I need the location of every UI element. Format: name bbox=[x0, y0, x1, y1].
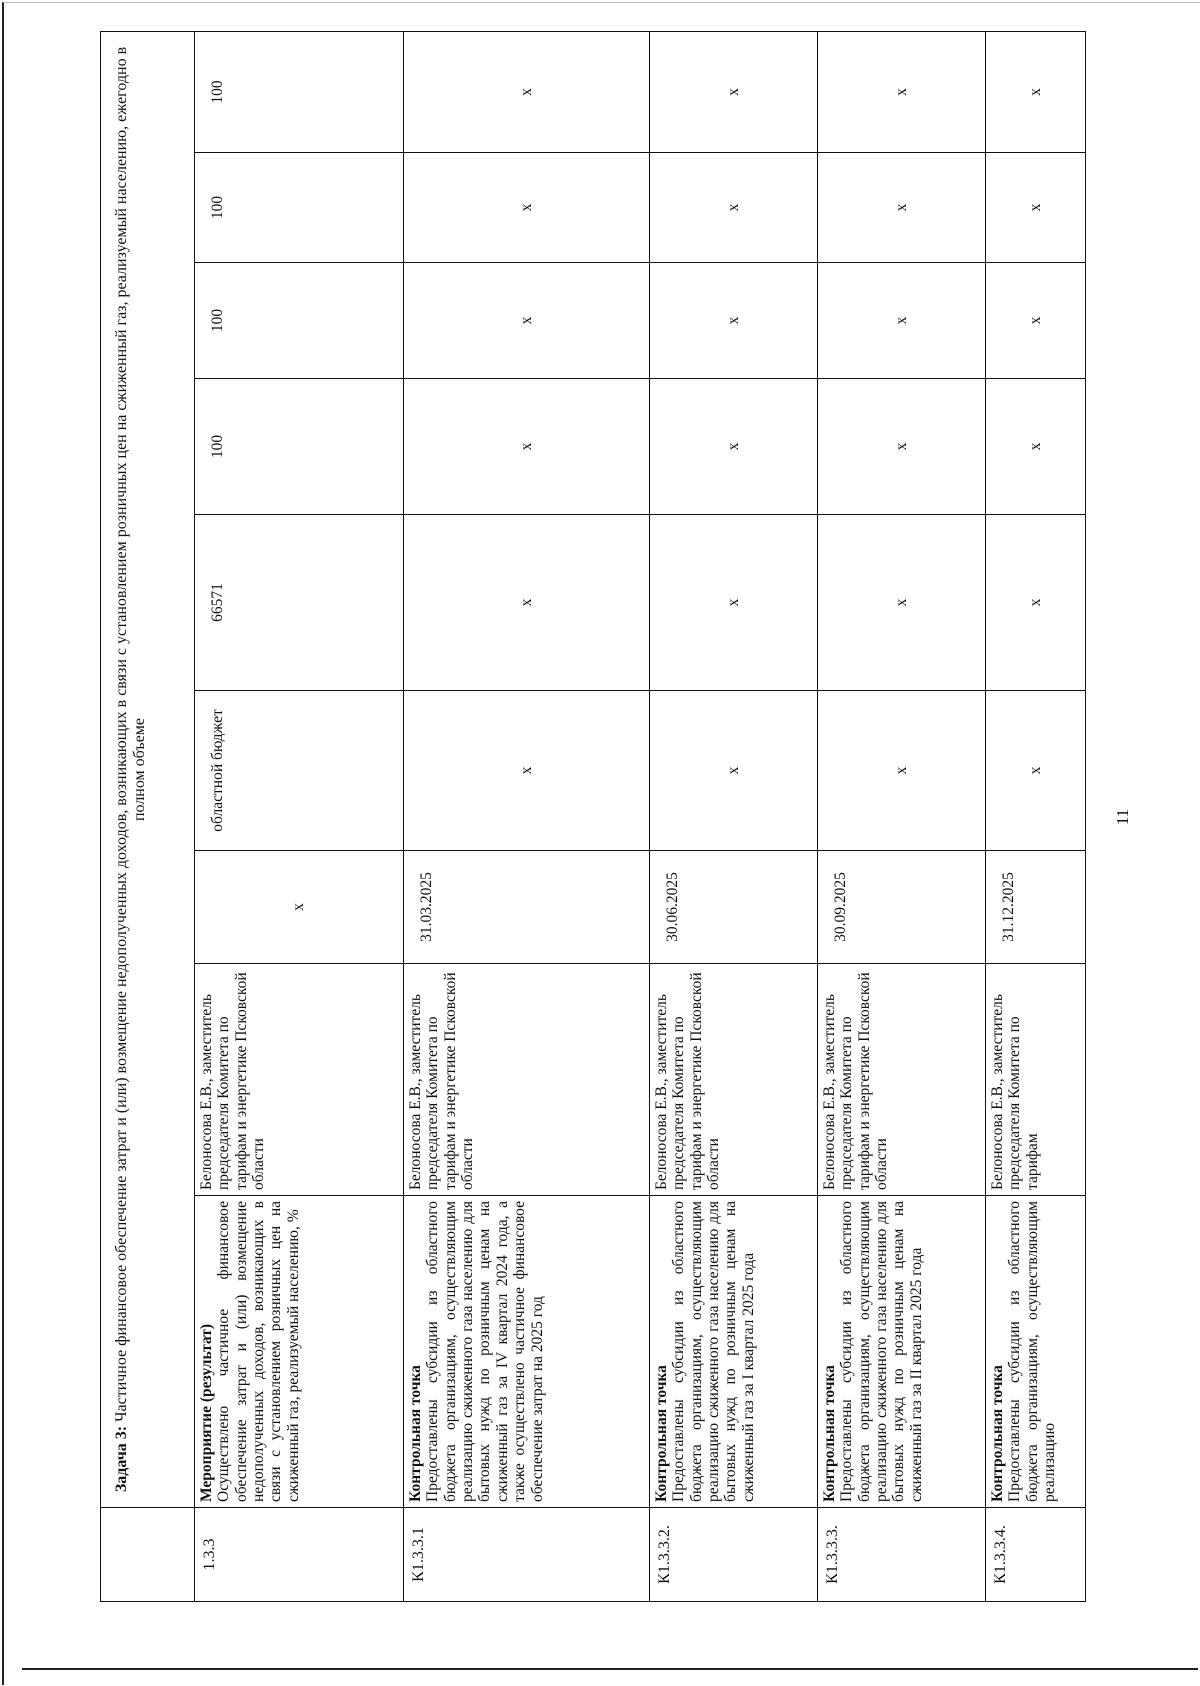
row-responsible bbox=[818, 964, 986, 1196]
task-heading bbox=[101, 31, 195, 1507]
row-value-1 bbox=[818, 379, 986, 515]
row-description-text: Предоставлены субсидии из областного бюджета организациям, осуществляющим реализацию сжиженного газа населению для бытовых нужд по розничным ценам на сжиженный газ за IV квартал 2024 года, а также осуществлено частичное финансовое обеспечение затрат на 2025 год bbox=[424, 1201, 546, 1502]
row-value-3 bbox=[650, 153, 818, 263]
row-source-text: x bbox=[724, 766, 742, 775]
row-value-text: 100 bbox=[209, 434, 226, 459]
row-date bbox=[195, 851, 404, 964]
row-amount-text: x bbox=[892, 598, 910, 607]
row-responsible bbox=[195, 964, 404, 1196]
row-description-text: Предоставлены субсидии из областного бюджета организациям, осуществляющим реализацию bbox=[1006, 1201, 1059, 1502]
row-value-text: x bbox=[724, 88, 742, 96]
row-value-2 bbox=[986, 263, 1086, 379]
row-value-2 bbox=[818, 263, 986, 379]
row-source-text: x bbox=[517, 766, 535, 775]
row-date-text: 31.12.2025 bbox=[1000, 872, 1017, 942]
row-value-text: x bbox=[892, 203, 910, 212]
row-value-2 bbox=[195, 263, 404, 379]
row-value-text: x bbox=[1026, 316, 1044, 325]
row-title: Контрольная точка bbox=[407, 1365, 424, 1502]
row-value-text: 100 bbox=[209, 308, 226, 333]
row-value-text: x bbox=[1026, 442, 1044, 451]
task-text: Частичное финансовое обеспечение затрат и (или) возмещение недополученных доходов, возникающих в связи с установлением розничных цен на сжиженный газ, реализуемый населению, ежегодно в полном объеме bbox=[113, 46, 148, 1426]
row-value-text: x bbox=[892, 442, 910, 451]
row-value-1 bbox=[404, 379, 650, 515]
row-title: Контрольная точка bbox=[821, 1365, 838, 1502]
row-title: Контрольная точка bbox=[653, 1365, 670, 1502]
row-value-text: x bbox=[1026, 88, 1044, 96]
row-source bbox=[195, 691, 404, 851]
task-row bbox=[101, 31, 195, 1601]
plan-table bbox=[100, 31, 1086, 1602]
row-responsible-text: Белоносова Е.В., заместитель председателя Комитета по тарифам и энергетике Псковской области bbox=[821, 972, 891, 1190]
row-responsible-text: Белоносова Е.В., заместитель председателя Комитета по тарифам bbox=[989, 994, 1041, 1190]
row-value-4 bbox=[195, 31, 404, 152]
row-description-text: Предоставлены субсидии из областного бюджета организациям, осуществляющим реализацию сжиженного газа населению для бытовых нужд по розничным ценам на сжиженный газ за I квартал 2025 года bbox=[670, 1201, 757, 1502]
row-responsible bbox=[650, 964, 818, 1196]
row-amount bbox=[195, 515, 404, 691]
rotated-page bbox=[100, 32, 1132, 1602]
row-value-text: 100 bbox=[209, 195, 226, 220]
row-amount bbox=[404, 515, 650, 691]
task-empty-cell bbox=[101, 1508, 195, 1602]
scan-frame-edge bbox=[22, 1668, 1198, 1670]
row-responsible-text: Белоносова Е.В., заместитель председателя Комитета по тарифам и энергетике Псковской области bbox=[198, 972, 268, 1190]
row-value-3 bbox=[818, 153, 986, 263]
row-source-text: x bbox=[892, 766, 910, 775]
row-source-text: x bbox=[1026, 766, 1044, 775]
row-description bbox=[986, 1196, 1086, 1508]
row-value-text: x bbox=[1026, 203, 1044, 212]
row-description bbox=[650, 1196, 818, 1508]
row-code bbox=[818, 1508, 986, 1602]
row-description bbox=[404, 1196, 650, 1508]
page-number: 11 bbox=[1113, 808, 1132, 826]
row-responsible-text: Белоносова Е.В., заместитель председателя Комитета по тарифам и энергетике Псковской области bbox=[653, 972, 723, 1190]
row-amount bbox=[650, 515, 818, 691]
row-value-text: 100 bbox=[209, 80, 226, 104]
row-value-4 bbox=[818, 31, 986, 152]
row-value-1 bbox=[195, 379, 404, 515]
row-description bbox=[195, 1196, 404, 1508]
row-date-text: 31.03.2025 bbox=[418, 872, 435, 942]
row-date bbox=[818, 851, 986, 964]
row-value-3 bbox=[986, 153, 1086, 263]
row-code-text: 1.3.3 bbox=[201, 1538, 218, 1571]
row-value-text: x bbox=[892, 316, 910, 325]
row-value-3 bbox=[195, 153, 404, 263]
row-amount-text: x bbox=[724, 598, 742, 607]
row-code bbox=[986, 1508, 1086, 1602]
row-amount-text: x bbox=[1026, 598, 1044, 607]
row-code-text: К1.3.3.4. bbox=[992, 1525, 1009, 1584]
row-value-text: x bbox=[724, 442, 742, 451]
row-value-text: x bbox=[517, 203, 535, 212]
row-amount-text: 66571 bbox=[209, 583, 226, 622]
row-description-text: Предоставлены субсидии из областного бюджета организациям, осуществляющим реализацию сжиженного газа населению для бытовых нужд по розничным ценам на сжиженный газ за II квартал 2025 года bbox=[838, 1201, 925, 1502]
row-value-text: x bbox=[517, 316, 535, 325]
table-row bbox=[195, 31, 404, 1601]
row-amount bbox=[818, 515, 986, 691]
table-row bbox=[650, 31, 818, 1601]
row-description bbox=[818, 1196, 986, 1508]
row-value-3 bbox=[404, 153, 650, 263]
row-title: Мероприятие (результат) bbox=[198, 1323, 215, 1502]
row-date bbox=[650, 851, 818, 964]
row-value-1 bbox=[650, 379, 818, 515]
row-amount bbox=[986, 515, 1086, 691]
row-value-4 bbox=[986, 31, 1086, 152]
row-value-4 bbox=[650, 31, 818, 152]
table-row bbox=[404, 31, 650, 1601]
row-source-text: областной бюджет bbox=[209, 709, 226, 832]
row-code-text: К1.3.3.2. bbox=[656, 1525, 673, 1584]
row-source bbox=[818, 691, 986, 851]
row-date-text: 30.09.2025 bbox=[832, 872, 849, 942]
row-responsible-text: Белоносова Е.В., заместитель председателя Комитета по тарифам и энергетике Псковской области bbox=[407, 972, 477, 1190]
row-title: Контрольная точка bbox=[989, 1365, 1006, 1502]
table-row bbox=[986, 31, 1086, 1601]
row-value-2 bbox=[404, 263, 650, 379]
row-amount-text: x bbox=[517, 598, 535, 607]
row-value-2 bbox=[650, 263, 818, 379]
row-source bbox=[404, 691, 650, 851]
table-row bbox=[818, 31, 986, 1601]
row-value-text: x bbox=[724, 203, 742, 212]
row-code-text: К1.3.3.3. bbox=[824, 1525, 841, 1584]
row-code bbox=[650, 1508, 818, 1602]
row-source bbox=[650, 691, 818, 851]
row-value-1 bbox=[986, 379, 1086, 515]
row-date-text: x bbox=[290, 903, 308, 911]
row-value-text: x bbox=[517, 442, 535, 451]
row-responsible bbox=[404, 964, 650, 1196]
row-source bbox=[986, 691, 1086, 851]
row-code bbox=[195, 1508, 404, 1602]
row-value-text: x bbox=[517, 88, 535, 96]
task-label: Задача 3: bbox=[113, 1425, 130, 1493]
row-description-text: Осуществлено частичное финансовое обеспечение затрат и (или) возмещение недополученных доходов, возникающих в связи с установлением розничных цен на сжиженный газ, реализуемый населению, % bbox=[215, 1201, 302, 1502]
row-value-4 bbox=[404, 31, 650, 152]
row-code bbox=[404, 1508, 650, 1602]
row-date-text: 30.06.2025 bbox=[664, 872, 681, 942]
row-responsible bbox=[986, 964, 1086, 1196]
row-value-text: x bbox=[724, 316, 742, 325]
row-date bbox=[986, 851, 1086, 964]
row-code-text: К1.3.3.1 bbox=[410, 1527, 427, 1582]
row-date bbox=[404, 851, 650, 964]
row-value-text: x bbox=[892, 88, 910, 96]
